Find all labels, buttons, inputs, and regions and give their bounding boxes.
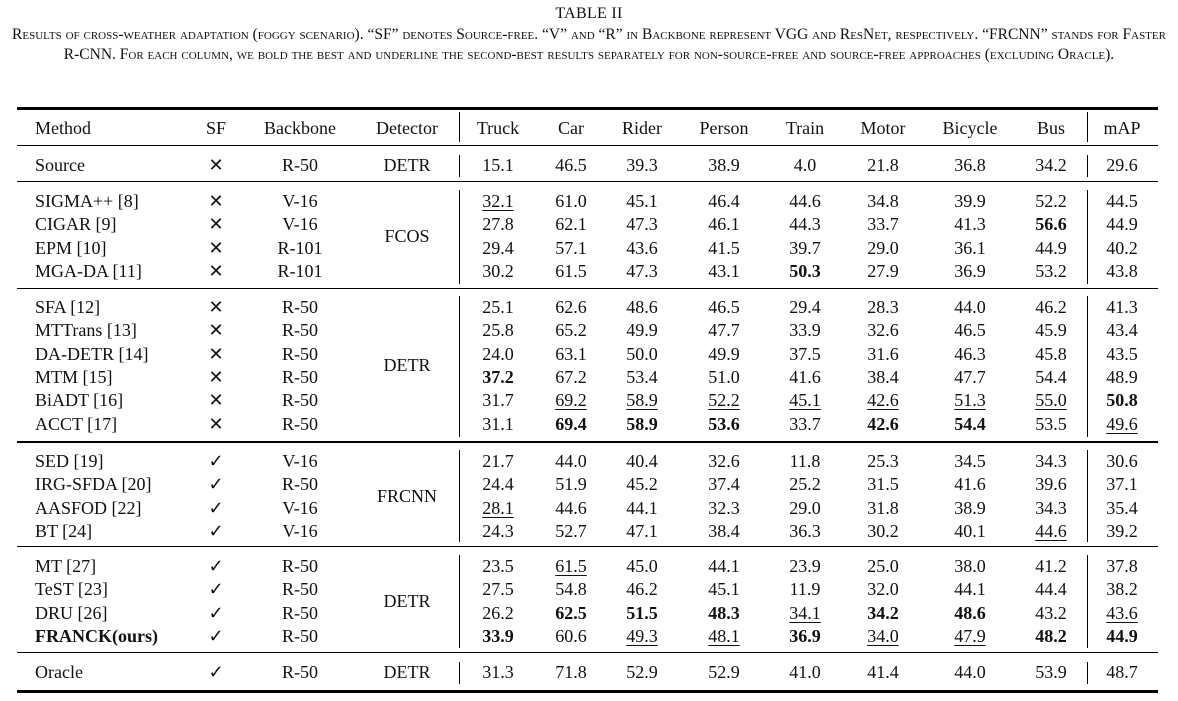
backbone-cell: R-50	[282, 297, 318, 317]
value-cell: 43.4	[1106, 320, 1138, 341]
value-cell: 43.6	[1106, 602, 1138, 623]
value-cell: 34.5	[954, 451, 986, 471]
method-cell: MTM [15]	[35, 366, 113, 387]
value-cell: 39.2	[1106, 520, 1138, 541]
cross-icon: ✕	[208, 191, 224, 211]
value-cell: 47.7	[954, 366, 986, 387]
value-cell: 58.9	[626, 413, 658, 434]
value-cell: 41.0	[789, 662, 821, 682]
value-cell: 11.8	[789, 451, 821, 471]
value-cell: 53.6	[708, 413, 740, 434]
method-cell: TeST [23]	[35, 579, 108, 600]
value-cell: 49.3	[626, 625, 658, 646]
table-rule	[17, 288, 1158, 289]
value-cell: 47.9	[954, 625, 986, 646]
value-cell: 28.3	[867, 297, 899, 317]
value-cell: 43.1	[708, 260, 740, 281]
cross-icon: ✕	[208, 214, 224, 235]
value-cell: 69.4	[555, 413, 587, 434]
detector-cell: FCOS	[384, 225, 430, 246]
method-cell: MTTrans [13]	[35, 320, 137, 341]
value-cell: 31.5	[867, 474, 899, 495]
value-cell: 38.0	[954, 556, 986, 576]
value-cell: 27.9	[867, 260, 899, 281]
value-cell: 61.5	[555, 556, 587, 576]
value-cell: 41.4	[867, 662, 899, 682]
method-cell: Source	[35, 155, 85, 175]
value-cell: 52.2	[708, 390, 740, 411]
value-cell: 34.8	[867, 191, 899, 211]
value-cell: 29.4	[789, 297, 821, 317]
value-cell: 25.0	[867, 556, 899, 576]
value-cell: 38.9	[708, 155, 740, 175]
value-cell: 42.6	[867, 390, 899, 411]
value-cell: 23.9	[789, 556, 821, 576]
value-cell: 51.9	[555, 474, 587, 495]
method-cell: BiADT [16]	[35, 390, 124, 411]
value-cell: 39.3	[626, 155, 658, 175]
value-cell: 54.4	[954, 413, 986, 434]
value-cell: 36.3	[789, 520, 821, 541]
value-cell: 24.4	[482, 474, 514, 495]
backbone-cell: R-50	[282, 474, 318, 495]
value-cell: 41.2	[1035, 556, 1067, 576]
column-separator	[1087, 555, 1088, 648]
value-cell: 38.4	[867, 366, 899, 387]
value-cell: 31.8	[867, 497, 899, 518]
value-cell: 37.2	[482, 366, 514, 387]
value-cell: 37.5	[789, 343, 821, 364]
column-header: Method	[35, 118, 91, 138]
method-cell: SED [19]	[35, 451, 104, 471]
cross-icon: ✕	[208, 155, 224, 175]
method-cell: MGA-DA [11]	[35, 260, 142, 281]
column-header: Rider	[622, 118, 662, 138]
detector-cell: DETR	[383, 590, 431, 611]
method-cell: MT [27]	[35, 556, 97, 576]
detector-cell: DETR	[383, 155, 431, 175]
value-cell: 45.0	[626, 556, 658, 576]
value-cell: 44.1	[708, 556, 740, 576]
value-cell: 35.4	[1106, 497, 1138, 518]
check-icon: ✓	[208, 602, 224, 623]
value-cell: 41.3	[1106, 297, 1138, 317]
value-cell: 43.2	[1035, 602, 1067, 623]
value-cell: 49.9	[626, 320, 658, 341]
value-cell: 46.2	[1035, 297, 1067, 317]
value-cell: 44.0	[555, 451, 587, 471]
table-rule	[17, 107, 1158, 110]
value-cell: 57.1	[555, 237, 587, 258]
method-cell: AASFOD [22]	[35, 497, 142, 518]
column-separator	[1087, 155, 1088, 177]
column-header: mAP	[1103, 118, 1141, 138]
value-cell: 55.0	[1035, 390, 1067, 411]
column-header: Bus	[1036, 118, 1066, 138]
value-cell: 53.5	[1035, 413, 1067, 434]
value-cell: 48.9	[1106, 366, 1138, 387]
value-cell: 51.5	[626, 602, 658, 623]
value-cell: 24.0	[482, 343, 514, 364]
method-cell: CIGAR [9]	[35, 214, 117, 235]
value-cell: 44.6	[789, 191, 821, 211]
column-header: Truck	[476, 118, 520, 138]
value-cell: 15.1	[482, 155, 514, 175]
backbone-cell: R-50	[282, 625, 318, 646]
value-cell: 46.5	[708, 297, 740, 317]
table-rule	[17, 690, 1158, 693]
column-separator	[459, 155, 460, 177]
column-header: Detector	[376, 118, 438, 138]
value-cell: 41.6	[789, 366, 821, 387]
value-cell: 41.5	[708, 237, 740, 258]
backbone-cell: V-16	[282, 520, 318, 541]
value-cell: 40.1	[954, 520, 986, 541]
value-cell: 51.3	[954, 390, 986, 411]
column-separator	[459, 662, 460, 684]
value-cell: 39.9	[954, 191, 986, 211]
value-cell: 36.1	[954, 237, 986, 258]
value-cell: 45.9	[1035, 320, 1067, 341]
column-separator	[459, 296, 460, 437]
value-cell: 32.0	[867, 579, 899, 600]
value-cell: 45.1	[708, 579, 740, 600]
value-cell: 27.8	[482, 214, 514, 235]
value-cell: 58.9	[626, 390, 658, 411]
value-cell: 46.4	[708, 191, 740, 211]
value-cell: 33.9	[482, 625, 514, 646]
value-cell: 62.6	[555, 297, 587, 317]
value-cell: 46.3	[954, 343, 986, 364]
value-cell: 62.5	[555, 602, 587, 623]
value-cell: 44.9	[1035, 237, 1067, 258]
value-cell: 44.3	[789, 214, 821, 235]
value-cell: 50.8	[1106, 390, 1138, 411]
check-icon: ✓	[208, 520, 224, 541]
value-cell: 45.1	[626, 191, 658, 211]
method-cell: ACCT [17]	[35, 413, 118, 434]
table-rule	[17, 181, 1158, 182]
method-cell: DA-DETR [14]	[35, 343, 149, 364]
value-cell: 52.2	[1035, 191, 1067, 211]
value-cell: 47.3	[626, 260, 658, 281]
column-separator	[459, 112, 460, 142]
value-cell: 52.7	[555, 520, 587, 541]
value-cell: 39.6	[1035, 474, 1067, 495]
backbone-cell: R-50	[282, 662, 318, 682]
detector-cell: DETR	[383, 355, 431, 376]
value-cell: 32.1	[482, 191, 514, 211]
column-header: Train	[785, 118, 825, 138]
value-cell: 31.7	[482, 390, 514, 411]
value-cell: 60.6	[555, 625, 587, 646]
value-cell: 41.6	[954, 474, 986, 495]
value-cell: 47.1	[626, 520, 658, 541]
value-cell: 37.4	[708, 474, 740, 495]
table-rule	[17, 441, 1158, 443]
value-cell: 39.7	[789, 237, 821, 258]
cross-icon: ✕	[208, 297, 224, 317]
value-cell: 45.2	[626, 474, 658, 495]
cross-icon: ✕	[208, 260, 224, 281]
value-cell: 33.7	[867, 214, 899, 235]
column-separator	[1087, 112, 1088, 142]
value-cell: 31.6	[867, 343, 899, 364]
column-separator	[1087, 190, 1088, 284]
value-cell: 44.9	[1106, 214, 1138, 235]
column-header: Backbone	[264, 118, 336, 138]
column-header: Car	[558, 118, 584, 138]
value-cell: 50.0	[626, 343, 658, 364]
backbone-cell: R-50	[282, 556, 318, 576]
value-cell: 32.3	[708, 497, 740, 518]
value-cell: 47.3	[626, 214, 658, 235]
column-header: Bicycle	[942, 118, 998, 138]
column-header: Motor	[860, 118, 906, 138]
value-cell: 61.0	[555, 191, 587, 211]
value-cell: 43.8	[1106, 260, 1138, 281]
value-cell: 53.2	[1035, 260, 1067, 281]
value-cell: 25.2	[789, 474, 821, 495]
value-cell: 52.9	[708, 662, 740, 682]
cross-icon: ✕	[208, 320, 224, 341]
value-cell: 32.6	[708, 451, 740, 471]
cross-icon: ✕	[208, 343, 224, 364]
value-cell: 30.6	[1106, 451, 1138, 471]
check-icon: ✓	[208, 625, 224, 646]
value-cell: 48.6	[954, 602, 986, 623]
value-cell: 4.0	[793, 155, 817, 175]
column-separator	[1087, 296, 1088, 437]
detector-cell: FRCNN	[376, 485, 438, 506]
value-cell: 33.9	[789, 320, 821, 341]
detector-cell: DETR	[383, 662, 431, 682]
backbone-cell: V-16	[282, 497, 318, 518]
method-cell: BT [24]	[35, 520, 93, 541]
value-cell: 44.0	[954, 297, 986, 317]
table-number: TABLE II	[555, 5, 623, 22]
value-cell: 67.2	[555, 366, 587, 387]
value-cell: 49.9	[708, 343, 740, 364]
value-cell: 37.8	[1106, 556, 1138, 576]
check-icon: ✓	[208, 662, 224, 682]
value-cell: 53.4	[626, 366, 658, 387]
value-cell: 44.0	[954, 662, 986, 682]
backbone-cell: V-16	[282, 191, 318, 211]
cross-icon: ✕	[208, 390, 224, 411]
method-cell: SIGMA++ [8]	[35, 191, 139, 211]
value-cell: 62.1	[555, 214, 587, 235]
method-cell: DRU [26]	[35, 602, 108, 623]
backbone-cell: R-50	[282, 602, 318, 623]
value-cell: 44.9	[1106, 625, 1138, 646]
value-cell: 69.2	[555, 390, 587, 411]
backbone-cell: V-16	[282, 451, 318, 471]
value-cell: 50.3	[789, 260, 821, 281]
value-cell: 48.3	[708, 602, 740, 623]
value-cell: 21.7	[482, 451, 514, 471]
value-cell: 34.3	[1035, 497, 1067, 518]
value-cell: 65.2	[555, 320, 587, 341]
value-cell: 32.6	[867, 320, 899, 341]
value-cell: 29.4	[482, 237, 514, 258]
backbone-cell: R-101	[277, 260, 323, 281]
value-cell: 45.1	[789, 390, 821, 411]
value-cell: 47.7	[708, 320, 740, 341]
value-cell: 53.9	[1035, 662, 1067, 682]
value-cell: 36.9	[789, 625, 821, 646]
value-cell: 54.8	[555, 579, 587, 600]
value-cell: 34.2	[867, 602, 899, 623]
value-cell: 45.8	[1035, 343, 1067, 364]
value-cell: 30.2	[867, 520, 899, 541]
value-cell: 43.6	[626, 237, 658, 258]
column-separator	[1087, 662, 1088, 684]
cross-icon: ✕	[208, 413, 224, 434]
backbone-cell: R-50	[282, 390, 318, 411]
value-cell: 33.7	[789, 413, 821, 434]
value-cell: 34.2	[1035, 155, 1067, 175]
value-cell: 44.6	[1035, 520, 1067, 541]
backbone-cell: R-50	[282, 343, 318, 364]
value-cell: 31.3	[482, 662, 514, 682]
value-cell: 29.0	[867, 237, 899, 258]
backbone-cell: R-50	[282, 366, 318, 387]
cross-icon: ✕	[208, 366, 224, 387]
value-cell: 49.6	[1106, 413, 1138, 434]
backbone-cell: R-50	[282, 155, 318, 175]
value-cell: 38.4	[708, 520, 740, 541]
value-cell: 44.6	[555, 497, 587, 518]
column-header: SF	[205, 118, 227, 138]
check-icon: ✓	[208, 579, 224, 600]
value-cell: 46.1	[708, 214, 740, 235]
value-cell: 29.6	[1106, 155, 1138, 175]
value-cell: 42.6	[867, 413, 899, 434]
value-cell: 36.9	[954, 260, 986, 281]
column-separator	[1087, 450, 1088, 542]
backbone-cell: R-50	[282, 579, 318, 600]
table-rule	[17, 145, 1158, 146]
value-cell: 30.2	[482, 260, 514, 281]
column-separator	[459, 190, 460, 284]
value-cell: 61.5	[555, 260, 587, 281]
value-cell: 26.2	[482, 602, 514, 623]
check-icon: ✓	[208, 451, 224, 471]
value-cell: 38.9	[954, 497, 986, 518]
value-cell: 29.0	[789, 497, 821, 518]
value-cell: 46.5	[555, 155, 587, 175]
backbone-cell: V-16	[282, 214, 318, 235]
value-cell: 48.7	[1106, 662, 1138, 682]
backbone-cell: R-50	[282, 320, 318, 341]
value-cell: 31.1	[482, 413, 514, 434]
value-cell: 43.5	[1106, 343, 1138, 364]
value-cell: 28.1	[482, 497, 514, 518]
value-cell: 52.9	[626, 662, 658, 682]
value-cell: 51.0	[708, 366, 740, 387]
value-cell: 44.4	[1035, 579, 1067, 600]
value-cell: 48.1	[708, 625, 740, 646]
check-icon: ✓	[208, 474, 224, 495]
method-cell: FRANCK(ours)	[35, 625, 158, 646]
caption-text: Results of cross-weather adaptation (foggy scenario). “SF” denotes Source-free. “V” and “R” in Backbone represent VGG and ResNet, respectively. “FRCNN” stands for Faster R-CNN. For each column, we bold the best and underline the second-best results separately for non-source-free and source-free approaches (excluding Oracle).	[12, 25, 1166, 63]
value-cell: 23.5	[482, 556, 514, 576]
value-cell: 54.4	[1035, 366, 1067, 387]
value-cell: 34.0	[867, 625, 899, 646]
method-cell: SFA [12]	[35, 297, 101, 317]
check-icon: ✓	[208, 556, 224, 576]
value-cell: 11.9	[789, 579, 821, 600]
value-cell: 34.1	[789, 602, 821, 623]
cross-icon: ✕	[208, 237, 224, 258]
value-cell: 24.3	[482, 520, 514, 541]
value-cell: 21.8	[867, 155, 899, 175]
table-caption	[0, 4, 1178, 66]
table-rule	[17, 546, 1158, 547]
value-cell: 41.3	[954, 214, 986, 235]
column-separator	[459, 555, 460, 648]
value-cell: 56.6	[1035, 214, 1067, 235]
value-cell: 34.3	[1035, 451, 1067, 471]
backbone-cell: R-101	[277, 237, 323, 258]
value-cell: 44.1	[954, 579, 986, 600]
value-cell: 38.2	[1106, 579, 1138, 600]
value-cell: 48.2	[1035, 625, 1067, 646]
value-cell: 37.1	[1106, 474, 1138, 495]
check-icon: ✓	[208, 497, 224, 518]
value-cell: 46.2	[626, 579, 658, 600]
column-header: Person	[699, 118, 749, 138]
method-cell: EPM [10]	[35, 237, 107, 258]
method-cell: Oracle	[35, 662, 83, 682]
value-cell: 27.5	[482, 579, 514, 600]
value-cell: 63.1	[555, 343, 587, 364]
backbone-cell: R-50	[282, 413, 318, 434]
table-rule	[17, 652, 1158, 653]
column-separator	[459, 450, 460, 542]
value-cell: 25.3	[867, 451, 899, 471]
value-cell: 44.5	[1106, 191, 1138, 211]
value-cell: 40.4	[626, 451, 658, 471]
value-cell: 44.1	[626, 497, 658, 518]
value-cell: 71.8	[555, 662, 587, 682]
value-cell: 46.5	[954, 320, 986, 341]
value-cell: 25.1	[482, 297, 514, 317]
method-cell: IRG-SFDA [20]	[35, 474, 152, 495]
value-cell: 48.6	[626, 297, 658, 317]
value-cell: 40.2	[1106, 237, 1138, 258]
value-cell: 25.8	[482, 320, 514, 341]
value-cell: 36.8	[954, 155, 986, 175]
